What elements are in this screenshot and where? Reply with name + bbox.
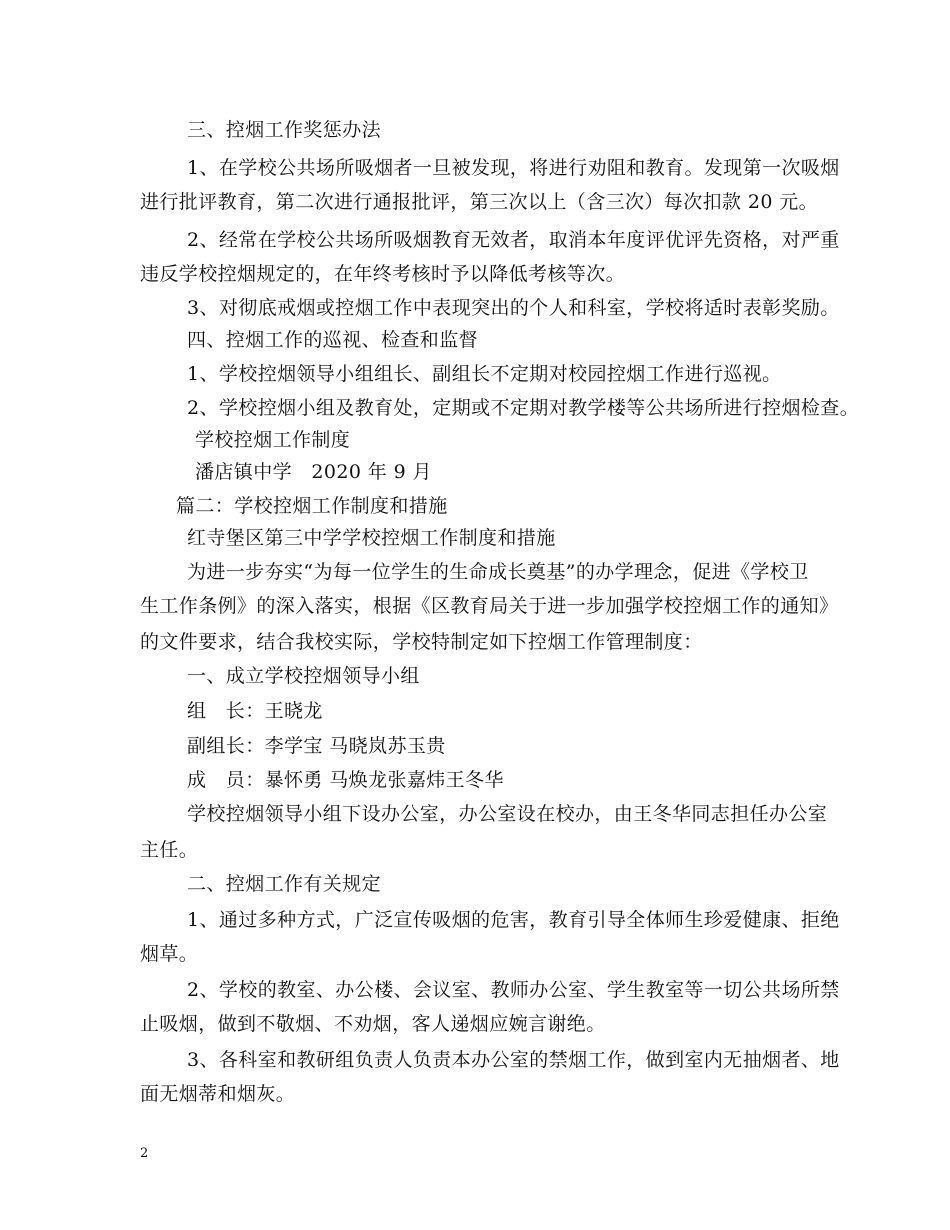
paragraph-line: 1、在学校公共场所吸烟者一旦被发现，将进行劝阻和教育。发现第一次吸烟 [187,157,840,179]
paragraph-line: 的文件要求，结合我校实际，学校特制定如下控烟工作管理制度： [140,631,703,653]
paragraph-line: 3、对彻底戒烟或控烟工作中表现突出的个人和科室，学校将适时表彰奖励。 [187,297,840,319]
paragraph-line: 2、学校控烟小组及教育处，定期或不定期对教学楼等公共场所进行控烟检查。 [187,397,860,419]
section-heading: 一、成立学校控烟领导小组 [187,665,420,687]
page-number: 2 [140,1146,149,1161]
section-heading: 三、控烟工作奖惩办法 [187,119,382,141]
paragraph-line: 2、学校的教室、办公楼、会议室、教师办公室、学生教室等一切公共场所禁 [187,979,840,1001]
paragraph-line: 学校控烟领导小组下设办公室，办公室设在校办，由王冬华同志担任办公室 [187,803,828,825]
article-heading: 篇二：学校控烟工作制度和措施 [176,495,448,517]
member-line: 组 长：王晓龙 [187,700,323,722]
paragraph-line: 1、通过多种方式，广泛宣传吸烟的危害，教育引导全体师生珍爱健康、拒绝 [187,909,840,931]
paragraph-line: 1、学校控烟领导小组组长、副组长不定期对校园控烟工作进行巡视。 [187,363,782,385]
signature-date: 潘店镇中学 2020 年 9 月 [195,461,432,483]
document-title: 学校控烟工作制度 [195,429,351,451]
section-heading: 四、控烟工作的巡视、检查和监督 [187,329,479,351]
paragraph-line: 3、各科室和教研组负责人负责本办公室的禁烟工作，做到室内无抽烟者、地 [187,1049,840,1071]
section-heading: 二、控烟工作有关规定 [187,873,382,895]
paragraph-line: 生工作条例》的深入落实，根据《区教育局关于进一步加强学校控烟工作的通知》 [140,595,839,617]
paragraph-line: 主任。 [140,839,199,861]
paragraph-line: 烟草。 [140,943,199,965]
paragraph-line: 进行批评教育，第二次进行通报批评，第三次以上（含三次）每次扣款 20 元。 [140,191,819,213]
member-line: 副组长：李学宝 马晓岚苏玉贵 [187,735,446,757]
paragraph-line: 2、经常在学校公共场所吸烟教育无效者，取消本年度评优评先资格，对严重 [187,229,840,251]
paragraph-line: 面无烟蒂和烟灰。 [140,1083,296,1105]
member-line: 成 员：暴怀勇 马焕龙张嘉炜王冬华 [187,769,504,791]
paragraph-line: 违反学校控烟规定的，在年终考核时予以降低考核等次。 [140,263,626,285]
paragraph-line: 为进一步夯实“为每一位学生的生命成长奠基”的办学理念，促进《学校卫 [187,561,809,583]
article-title: 红寺堡区第三中学学校控烟工作制度和措施 [187,527,556,549]
paragraph-line: 止吸烟，做到不敬烟、不劝烟，客人递烟应婉言谢绝。 [140,1013,606,1035]
